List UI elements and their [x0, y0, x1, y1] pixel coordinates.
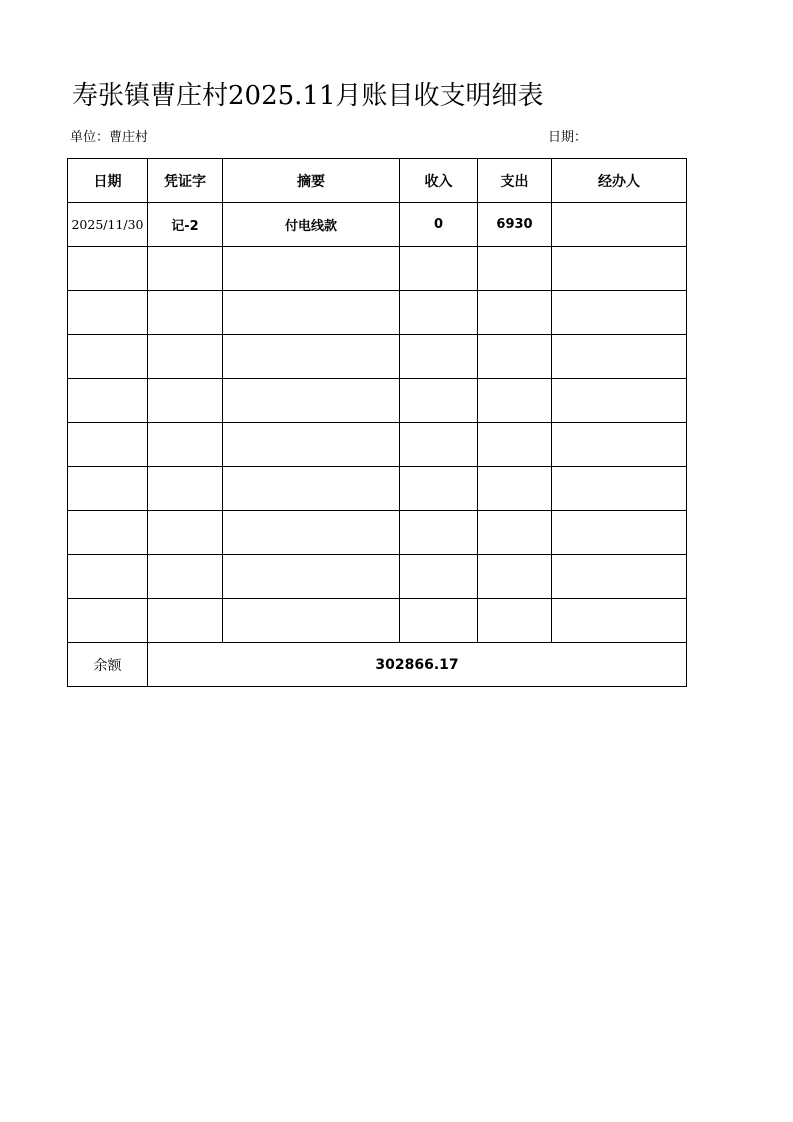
cell-income — [400, 467, 478, 511]
table-row — [68, 467, 687, 511]
cell-voucher — [148, 379, 223, 423]
cell-voucher — [148, 423, 223, 467]
cell-handler — [552, 247, 687, 291]
cell-summary — [223, 291, 400, 335]
cell-expense — [478, 555, 552, 599]
cell-expense — [478, 379, 552, 423]
cell-expense — [478, 599, 552, 643]
cell-income — [400, 335, 478, 379]
balance-value: 302866.17 — [148, 643, 687, 687]
table-row — [68, 291, 687, 335]
cell-voucher — [148, 335, 223, 379]
cell-voucher — [148, 467, 223, 511]
ledger-table — [67, 158, 687, 687]
cell-expense — [478, 423, 552, 467]
cell-summary — [223, 423, 400, 467]
cell-summary: 付电线款 — [223, 203, 400, 247]
header-voucher: 凭证字 — [148, 159, 223, 203]
balance-label: 余额 — [68, 643, 148, 687]
cell-handler — [552, 379, 687, 423]
cell-income — [400, 379, 478, 423]
cell-expense — [478, 511, 552, 555]
table-row — [68, 203, 687, 247]
header-row — [68, 159, 687, 203]
table-row — [68, 247, 687, 291]
cell-date — [68, 467, 148, 511]
cell-date — [68, 291, 148, 335]
cell-expense — [478, 335, 552, 379]
cell-expense: 6930 — [478, 203, 552, 247]
cell-handler — [552, 423, 687, 467]
cell-handler — [552, 511, 687, 555]
cell-voucher — [148, 291, 223, 335]
cell-date — [68, 423, 148, 467]
cell-income: 0 — [400, 203, 478, 247]
cell-handler — [552, 599, 687, 643]
cell-expense — [478, 467, 552, 511]
cell-expense — [478, 291, 552, 335]
header-summary: 摘要 — [223, 159, 400, 203]
cell-income — [400, 291, 478, 335]
cell-handler — [552, 203, 687, 247]
cell-income — [400, 423, 478, 467]
cell-voucher — [148, 599, 223, 643]
table-row — [68, 599, 687, 643]
unit-label: 单位：曹庄村 — [70, 130, 149, 145]
cell-income — [400, 511, 478, 555]
table-row — [68, 555, 687, 599]
balance-row — [68, 643, 687, 687]
cell-date: 2025/11/30 — [68, 203, 148, 247]
cell-handler — [552, 555, 687, 599]
table-row — [68, 511, 687, 555]
header-income: 收入 — [400, 159, 478, 203]
cell-date — [68, 511, 148, 555]
cell-voucher — [148, 247, 223, 291]
table-row — [68, 335, 687, 379]
cell-summary — [223, 599, 400, 643]
header-expense: 支出 — [478, 159, 552, 203]
cell-summary — [223, 379, 400, 423]
cell-handler — [552, 467, 687, 511]
table-row — [68, 423, 687, 467]
header-date: 日期 — [68, 159, 148, 203]
header-handler: 经办人 — [552, 159, 687, 203]
cell-expense — [478, 247, 552, 291]
table-row — [68, 379, 687, 423]
date-label: 日期： — [548, 130, 588, 145]
cell-date — [68, 599, 148, 643]
cell-handler — [552, 291, 687, 335]
cell-date — [68, 379, 148, 423]
cell-voucher: 记-2 — [148, 203, 223, 247]
cell-summary — [223, 555, 400, 599]
page-title: 寿张镇曹庄村2025.11月账目收支明细表 — [72, 81, 544, 111]
cell-handler — [552, 335, 687, 379]
cell-voucher — [148, 511, 223, 555]
cell-income — [400, 555, 478, 599]
cell-income — [400, 599, 478, 643]
cell-summary — [223, 247, 400, 291]
cell-date — [68, 335, 148, 379]
cell-summary — [223, 467, 400, 511]
cell-summary — [223, 335, 400, 379]
cell-income — [400, 247, 478, 291]
cell-summary — [223, 511, 400, 555]
cell-date — [68, 247, 148, 291]
cell-voucher — [148, 555, 223, 599]
cell-date — [68, 555, 148, 599]
